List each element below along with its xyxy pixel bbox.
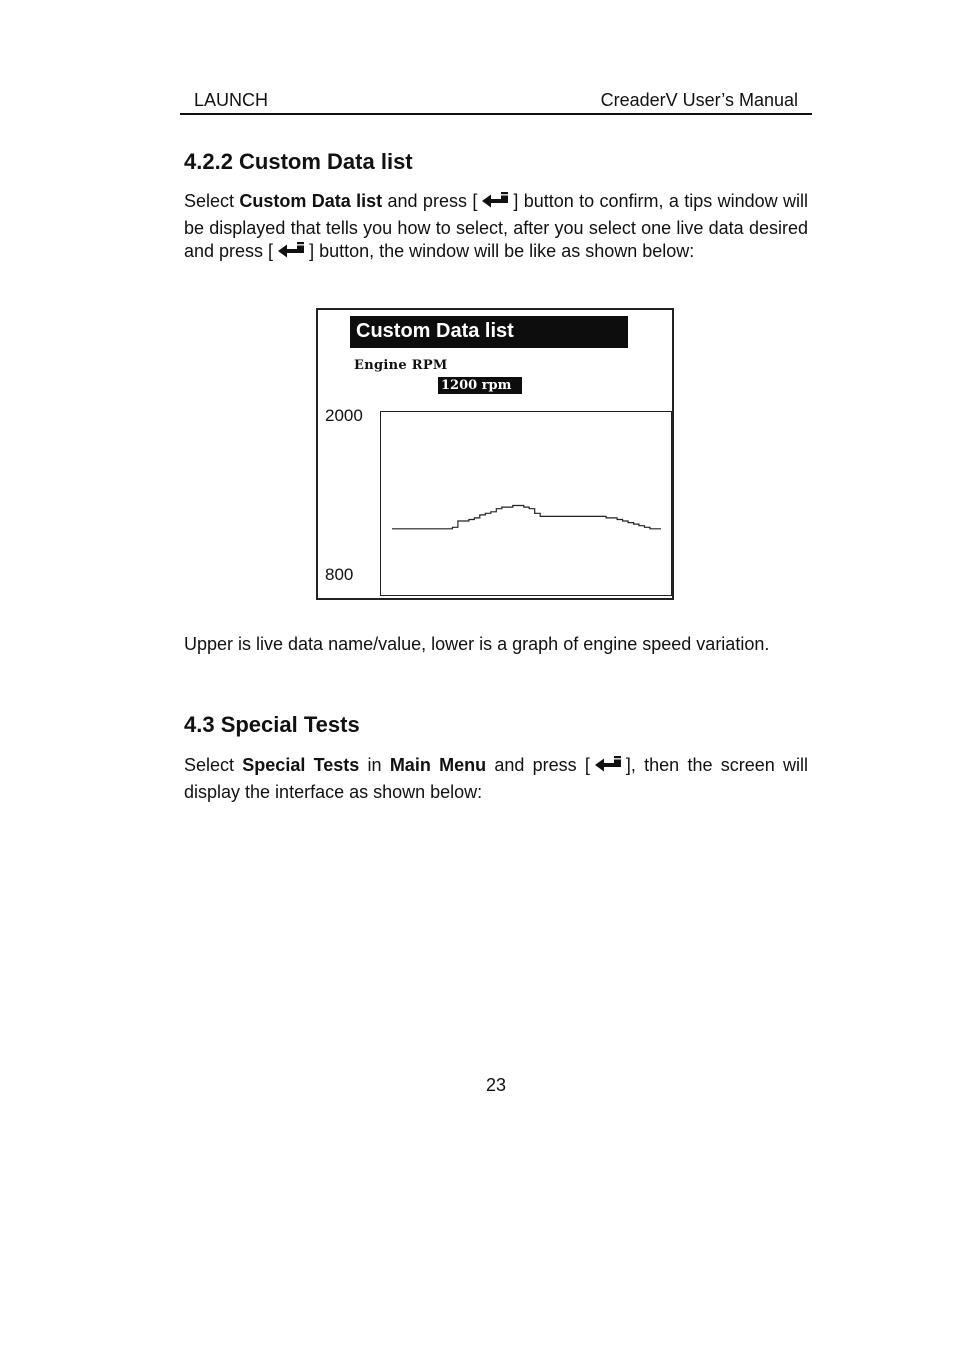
bold-term-main-menu: Main Menu bbox=[389, 755, 487, 775]
live-data-name: Engine RPM bbox=[354, 358, 448, 373]
bold-term-special-tests: Special Tests bbox=[242, 755, 360, 775]
running-header-right: CreaderV User’s Manual bbox=[600, 90, 798, 110]
rpm-series-line bbox=[392, 506, 661, 529]
rpm-graph bbox=[380, 411, 673, 597]
header-rule bbox=[180, 113, 812, 115]
enter-key-icon bbox=[276, 242, 306, 267]
section-heading-custom-data-list: 4.2.2 Custom Data list bbox=[184, 149, 413, 174]
running-header-left: LAUNCH bbox=[194, 90, 269, 110]
y-axis-max-label: 2000 bbox=[325, 406, 363, 425]
custom-data-list-paragraph: Select Custom Data list and press [ ] button to confirm, a tips window will be displayed that tells you how to select, after you select one live data desired and press [ ] button, the window will be like as shown below: bbox=[184, 190, 808, 267]
enter-key-icon bbox=[480, 192, 510, 217]
screen-title-bar: Custom Data list bbox=[350, 316, 628, 348]
graph-frame bbox=[381, 412, 672, 596]
device-screen-figure bbox=[316, 308, 674, 600]
page-number: 23 bbox=[485, 1075, 507, 1095]
live-data-value: 1200 rpm bbox=[438, 377, 522, 394]
enter-key-icon bbox=[593, 756, 623, 781]
graph-caption-paragraph: Upper is live data name/value, lower is a graph of engine speed variation. bbox=[184, 634, 770, 654]
y-axis-min-label: 800 bbox=[325, 565, 354, 584]
section-heading-special-tests: 4.3 Special Tests bbox=[184, 712, 360, 737]
special-tests-paragraph: Select Special Tests in Main Menu and press [ ], then the screen will display the interface as shown below: bbox=[184, 755, 809, 802]
bold-term-custom-data-list: Custom Data list bbox=[239, 191, 383, 211]
